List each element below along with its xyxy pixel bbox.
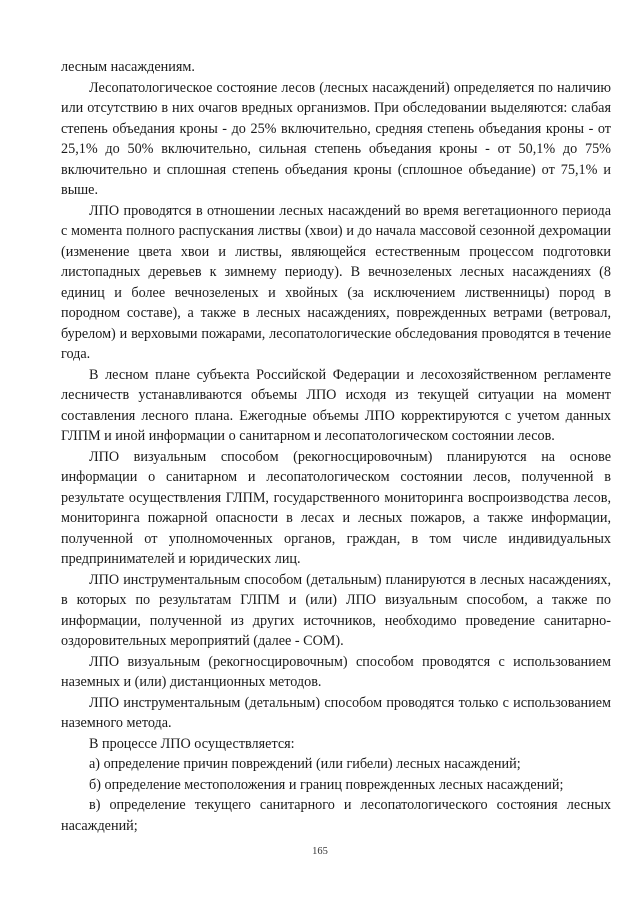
- paragraph-visual-method-conduct: ЛПО визуальным (рекогносцировочным) способом проводятся с использованием наземных и (или) дистанционных методов.: [61, 653, 611, 690]
- paragraph-lpo-timing: ЛПО проводятся в отношении лесных насаждений во время вегетационного периода с момента полного распускания листвы (хвои) и до начала массовой сезонной дехромации (изменение цвета хвои и листвы, являющейся естественным процессом подготовки листопадных деревьев к зимнему периоду). В вечнозеленых лесных насаждениях (8 единиц и более вечнозеленых и хвойных (за исключением лиственницы) пород в породном составе), а также в лесных насаждениях, поврежденных ветрами (ветровал, бурелом) и верховыми пожарами, лесопатологические обследования проводятся в течение года.: [61, 202, 611, 362]
- document-page: [61, 57, 611, 836]
- list-item-c: в) определение текущего санитарного и лесопатологического состояния лесных насаждений;: [61, 797, 611, 834]
- page-number: 165: [312, 846, 328, 857]
- paragraph-instrumental-method-planning: ЛПО инструментальным способом (детальным) планируются в лесных насаждениях, в которых по результатам ГЛПМ и (или) ЛПО визуальным способом, а также по информации, полученной из других источников, необходимо проведение санитарно-оздоровительных мероприятий (далее - СОМ).: [61, 571, 611, 649]
- list-item-b: б) определение местоположения и границ поврежденных лесных насаждений;: [89, 776, 564, 793]
- paragraph-continuation: лесным насаждениям.: [61, 59, 195, 75]
- paragraph-visual-method-planning: ЛПО визуальным способом (рекогносцировочным) планируются на основе информации о санитарном и лесопатологическом состоянии лесов, полученной в результате осуществления ГЛПМ, государственного мониторинга воспроизводства лесов, мониторинга пожарной опасности в лесах и лесных пожаров, а также информации, полученной от уполномоченных органов, граждан, в том числе индивидуальных предпринимателей и юридических лиц.: [61, 448, 611, 567]
- paragraph-instrumental-method-conduct: ЛПО инструментальным (детальным) способом проводятся только с использованием наземного метода.: [61, 694, 611, 731]
- list-item-a: а) определение причин повреждений (или гибели) лесных насаждений;: [89, 756, 521, 772]
- paragraph-forest-pathology-state: Лесопатологическое состояние лесов (лесных насаждений) определяется по наличию или отсутствию в них очагов вредных организмов. При обследовании выделяются: слабая степень объедания кроны - до 25% включительно, средняя степень объедания кроны - от 25,1% до 50% включительно, сильная степень объедания кроны - от 50,1% до 75% включительно и сплошная степень объедания кроны (сплошное объедание) от 75,1% и выше.: [61, 79, 611, 198]
- paragraph-process-intro: В процессе ЛПО осуществляется:: [89, 735, 295, 752]
- paragraph-forest-plan-volumes: В лесном плане субъекта Российской Федерации и лесохозяйственном регламенте лесничеств устанавливаются объемы ЛПО исходя из текущей ситуации на момент составления лесного плана. Ежегодные объемы ЛПО корректируются с учетом данных ГЛПМ и иной информации о санитарном и лесопатологическом состоянии лесов.: [61, 366, 611, 444]
